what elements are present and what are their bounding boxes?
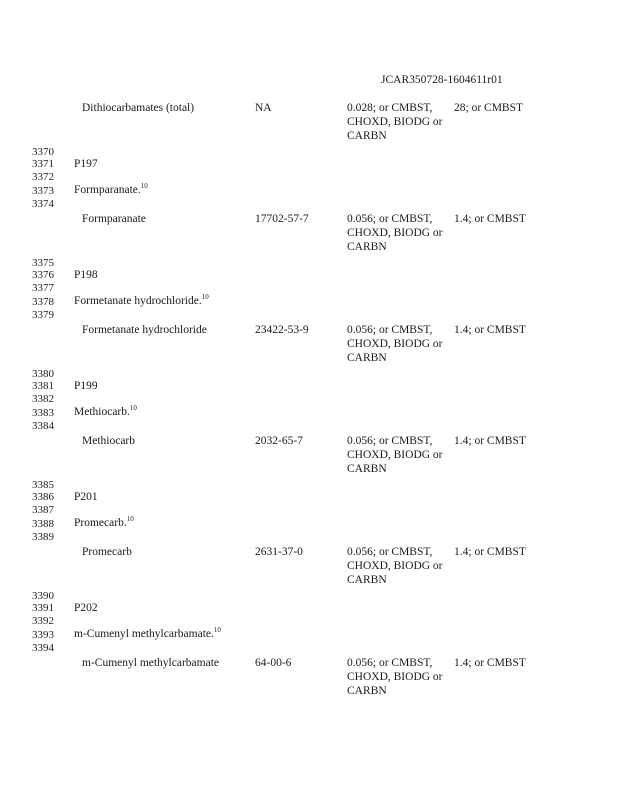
line-number: 3391 (32, 602, 54, 614)
line-number: 3386 (32, 491, 54, 503)
waste-code: P198 (74, 269, 98, 281)
top-row-name: Dithiocarbamates (total) (82, 102, 195, 114)
entry-heading (74, 405, 137, 419)
waste-code: P197 (74, 158, 98, 170)
line-number: 3387 (32, 504, 54, 516)
document-id: JCAR350728-1604611r01 (381, 74, 503, 86)
nonwastewater-standard: 1.4; or CMBST (454, 213, 526, 225)
line-number: 3384 (32, 420, 54, 432)
line-number: 3378 (32, 296, 54, 308)
line-number: 3393 (32, 629, 54, 641)
wastewater-standard: 0.056; or CMBST, CHOXD, BIODG or CARBN (347, 324, 443, 364)
line-number: 3382 (32, 393, 54, 405)
line-number: 3376 (32, 269, 54, 281)
line-number: 3385 (32, 479, 54, 491)
footnote-ref: 10 (129, 404, 137, 412)
line-number: 3374 (32, 198, 54, 210)
top-row-wastewater: 0.028; or CMBST, CHOXD, BIODG or CARBN (347, 102, 443, 142)
line-number: 3388 (32, 518, 54, 530)
entry-heading-text: Formparanate. (74, 184, 141, 196)
line-number: 3390 (32, 590, 54, 602)
footnote-ref: 10 (126, 515, 134, 523)
waste-code: P201 (74, 491, 98, 503)
line-number: 3392 (32, 615, 54, 627)
constituent-name: Methiocarb (82, 435, 136, 447)
nonwastewater-standard: 1.4; or CMBST (454, 546, 526, 558)
line-number: 3377 (32, 282, 54, 294)
wastewater-standard: 0.056; or CMBST, CHOXD, BIODG or CARBN (347, 213, 443, 253)
constituent-name: m-Cumenyl methylcarbamate (82, 657, 219, 669)
cas-number: 2032-65-7 (255, 435, 303, 447)
wastewater-standard: 0.056; or CMBST, CHOXD, BIODG or CARBN (347, 435, 443, 475)
entry-heading-text: m-Cumenyl methylcarbamate. (74, 628, 214, 640)
entry-heading (74, 294, 209, 308)
nonwastewater-standard: 1.4; or CMBST (454, 435, 526, 447)
line-number: 3370 (32, 146, 54, 158)
constituent-name: Formparanate (82, 213, 146, 225)
footnote-ref: 10 (213, 626, 221, 634)
line-number: 3379 (32, 309, 54, 321)
waste-code: P199 (74, 380, 98, 392)
constituent-name: Formetanate hydrochloride (82, 324, 207, 336)
line-number: 3373 (32, 185, 54, 197)
top-row-cas: NA (255, 102, 272, 114)
footnote-ref: 10 (140, 182, 148, 190)
cas-number: 17702-57-7 (255, 213, 309, 225)
line-number: 3394 (32, 642, 54, 654)
footnote-ref: 10 (201, 293, 209, 301)
top-row-nonwastewater: 28; or CMBST (454, 102, 524, 114)
entry-heading (74, 627, 221, 641)
entry-heading (74, 183, 148, 197)
line-number: 3381 (32, 380, 54, 392)
line-number: 3372 (32, 171, 54, 183)
entry-heading (74, 516, 134, 530)
waste-code: P202 (74, 602, 98, 614)
line-number: 3383 (32, 407, 54, 419)
entry-heading-text: Promecarb. (74, 517, 127, 529)
nonwastewater-standard: 1.4; or CMBST (454, 657, 526, 669)
constituent-name: Promecarb (82, 546, 132, 558)
nonwastewater-standard: 1.4; or CMBST (454, 324, 526, 336)
entry-heading-text: Methiocarb. (74, 406, 130, 418)
entry-heading-text: Formetanate hydrochloride. (74, 295, 202, 307)
line-number: 3371 (32, 158, 54, 170)
line-number: 3375 (32, 257, 54, 269)
line-number: 3389 (32, 531, 54, 543)
line-number: 3380 (32, 368, 54, 380)
cas-number: 2631-37-0 (255, 546, 303, 558)
wastewater-standard: 0.056; or CMBST, CHOXD, BIODG or CARBN (347, 546, 443, 586)
wastewater-standard: 0.056; or CMBST, CHOXD, BIODG or CARBN (347, 657, 443, 697)
cas-number: 64-00-6 (255, 657, 292, 669)
cas-number: 23422-53-9 (255, 324, 309, 336)
